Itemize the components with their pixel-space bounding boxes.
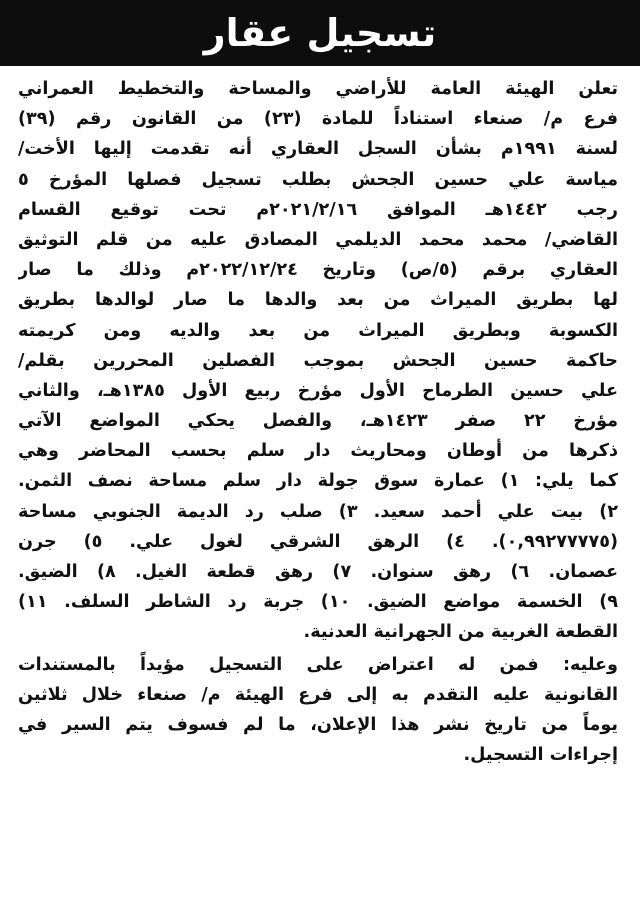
text-line: علي حسين الطرماح الأول مؤرخ ربيع الأول ١٣٨٥هـ، والثاني: [18, 380, 618, 401]
text-line: القانونية عليه التقدم به إلى فرع الهيئة م/ صنعاء خلال ثلاثين: [18, 684, 618, 705]
text-line: القاضي/ محمد محمد الديلمي المصادق عليه من قلم التوثيق: [18, 229, 618, 250]
text-line: الكسوبة وبطريق الميراث من بعد والديه ومن كريمته: [18, 320, 618, 341]
text-line: مياسة علي حسين الجحش بطلب تسجيل فصلها المؤرخ ٥: [18, 169, 618, 190]
text-line: عصمان. ٦) رهق سنوان. ٧) رهق قطعة الغيل. ٨) الضيق.: [18, 562, 618, 582]
text-line: رجب ١٤٤٢هـ الموافق ٢٠٢١/٢/١٦م تحت توقيع القسام: [18, 199, 618, 220]
paragraph-announcement: [18, 74, 618, 648]
text-line: كما يلي: ١) عمارة سوق جولة دار سلم مساحة نصف الثمن.: [18, 471, 618, 492]
text-line: يوماً من تاريخ نشر هذا الإعلان، ما لم فسوف يتم السير في: [18, 714, 618, 735]
text-line: القطعة الغربية من الجهرانية العدنية.: [303, 622, 618, 643]
text-line: لها بطريق الميراث من بعد والدها ما صار لوالدها بطريق: [18, 290, 618, 311]
text-line: فرع م/ صنعاء استناداً للمادة (٢٣) من القانون رقم (٣٩): [18, 109, 618, 130]
text-line: (٠,٩٩٢٧٧٧٧٥). ٤) الرهق الشرقي لغول علي. ٥) جرن: [18, 531, 618, 552]
text-line: لسنة ١٩٩١م بشأن السجل العقاري أنه تقدمت إليها الأخت/: [18, 139, 618, 160]
text-line: وعليه: فمن له اعتراض على التسجيل مؤيداً بالمستندات: [18, 654, 618, 675]
text-line: العقاري برقم (٥/ص) وتاريخ ٢٠٢٢/١٢/٢٤م وذلك ما صار: [18, 260, 618, 281]
text-line: ذكرها من أوطان ومحاريث دار سلم بحسب المحاضر وهي: [18, 441, 618, 462]
notice-title: تسجيل عقار: [0, 0, 640, 66]
text-line: تعلن الهيئة العامة للأراضي والمساحة والتخطيط العمراني: [18, 79, 618, 99]
text-line: مؤرخ ٢٢ صفر ١٤٢٣هـ، والفصل يحكي المواضع الآتي: [18, 411, 618, 432]
text-line: ٢) بيت علي أحمد سعيد. ٣) صلب رد الديمة الجنوبي مساحة: [18, 501, 618, 522]
paragraph-objection: [18, 650, 618, 771]
text-line: ٩) الخسمة مواضع الضيق. ١٠) جربة رد الشاطر السلف. ١١): [18, 592, 618, 613]
text-line: إجراءات التسجيل.: [463, 745, 618, 766]
text-line: حاكمة حسين الجحش بموجب الفصلين المحررين بقلم/: [18, 350, 618, 371]
notice-body: [0, 66, 640, 770]
